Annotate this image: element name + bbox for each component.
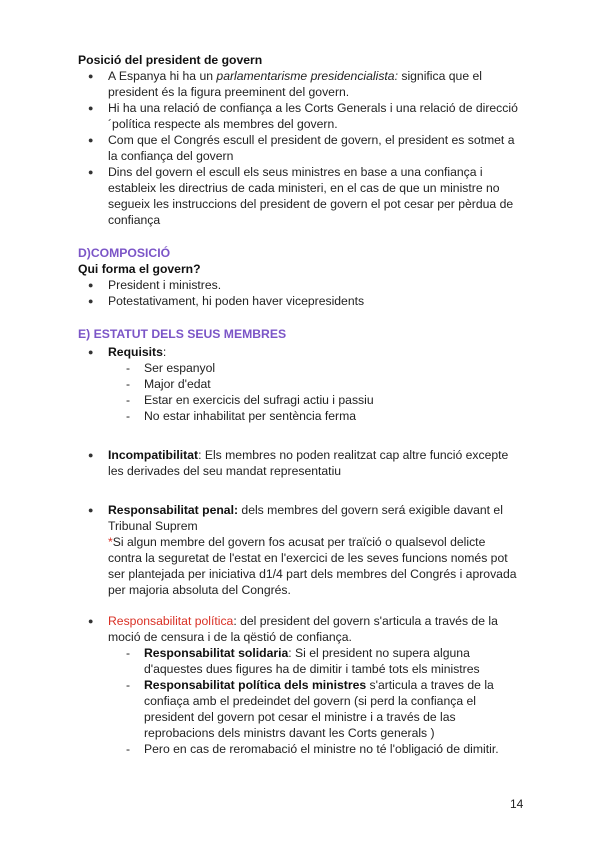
emphasis-text: parlamentarisme presidencialista: [216, 69, 398, 83]
politica-sublist [78, 645, 518, 757]
posicio-heading: Posició del president de govern [78, 53, 263, 67]
sub-item: - Responsabilitat política dels ministres s'articula a traves de la confiaça amb el predeindet del govern (si perd la confiança el president del govern pot cesar el ministre i a través de las reprobacions dels ministrs davant les Corts generals ) [78, 677, 518, 741]
requisits-list [78, 344, 518, 360]
politica-list [78, 613, 518, 645]
list-item: ● Com que el Congrés escull el president de govern, el president es sotmet a la confiança del govern [78, 132, 518, 164]
list-item: ● Responsabilitat política: del president del govern s'articula a través de la moció de censura i de la qëstió de confiança. [78, 613, 518, 645]
asterisk-mark: * [108, 535, 113, 549]
page-number: 14 [510, 797, 524, 811]
list-item: ● President i ministres. [78, 277, 518, 293]
list-item: ● Dins del govern el escull els seus ministres en base a una confiança i estableix les directrius de cada ministeri, en el cas de que un ministre no segueix les instruccions del president de govern el pot cesar per pèrdua de confiança [78, 164, 518, 228]
sub-item: - Major d'edat [78, 376, 518, 392]
list-item: ● A Espanya hi ha un parlamentarisme presidencialista: significa que el president és la figura preeminent del govern. [78, 68, 518, 100]
composicio-heading: D)COMPOSICIÓ [78, 246, 171, 260]
sub-item: - Pero en cas de reromabació el ministre no té l'obligació de dimitir. [78, 741, 518, 757]
section-estatut [78, 326, 518, 757]
posicio-list [78, 68, 518, 228]
incompatibilitat-list [78, 447, 518, 479]
estatut-heading: E) ESTATUT DELS SEUS MEMBRES [78, 327, 287, 341]
requisits-sublist [78, 360, 518, 424]
sub-item: - No estar inhabilitat per sentència ferma [78, 408, 518, 424]
list-item: ● Responsabilitat penal: dels membres del govern será exigible davant el Tribunal Suprem *Si algun membre del govern fos acusat per traïció o qualsevol delicte contra la seguretat de l'estat en l'exercici de les seves funcions només pot ser plantejada per iniciativa d1/4 part dels membres del Congrés i aprovada per majoria absoluta del Congrés. [78, 502, 518, 598]
section-posicio [78, 52, 518, 228]
list-item: ● Potestativament, hi poden haver vicepresidents [78, 293, 518, 309]
sub-item: - Estar en exercicis del sufragi actiu i passiu [78, 392, 518, 408]
section-composicio [78, 245, 518, 309]
composicio-question: Qui forma el govern? [78, 262, 201, 276]
list-item: ● Hi ha una relació de confiança a les Corts Generals i una relació de direcció´política respecte als membres del govern. [78, 100, 518, 132]
composicio-list [78, 277, 518, 309]
penal-list [78, 502, 518, 598]
list-item: ● Requisits: [78, 344, 518, 360]
sub-item: - Responsabilitat solidaria: Si el president no supera alguna d'aquestes dues figures ha de dimitir i també tots els ministres [78, 645, 518, 677]
list-item: ● Incompatibilitat: Els membres no poden realitzat cap altre funció excepte les derivades del seu mandat representatiu [78, 447, 518, 479]
sub-item: - Ser espanyol [78, 360, 518, 376]
